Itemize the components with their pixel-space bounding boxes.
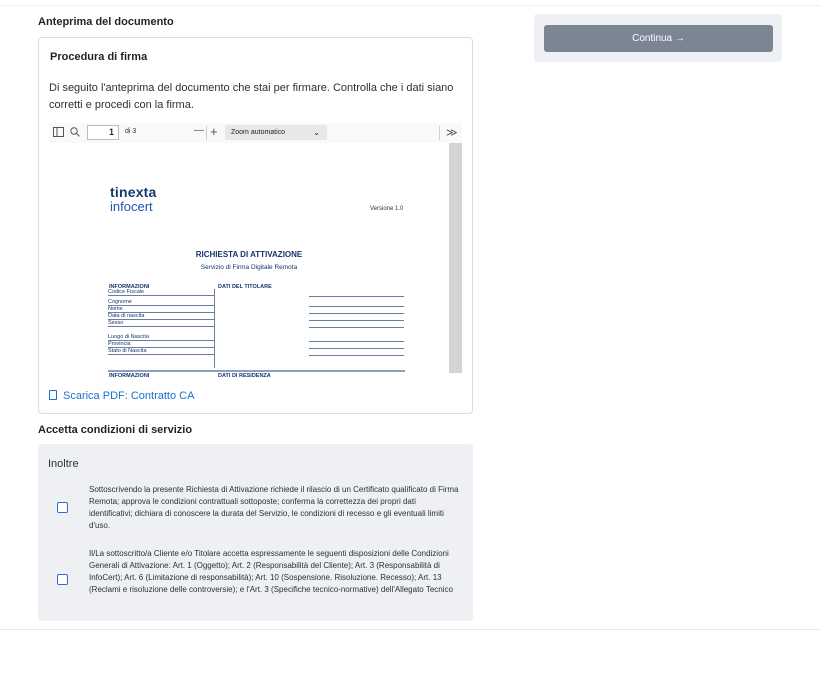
document-version: Versione 1.0 — [370, 206, 404, 212]
info-column-header: INFORMAZIONI — [109, 373, 150, 379]
field-label: Data di nascita — [108, 313, 214, 320]
zoom-select[interactable] — [225, 125, 327, 140]
field-label: Provincia — [108, 341, 214, 348]
card-description: Di seguito l'anteprima del documento che stai per firmare. Controlla che i dati siano corretti e procedi con la firma. — [49, 82, 454, 111]
continue-button[interactable]: Continua → — [544, 25, 773, 52]
document-title: RICHIESTA DI ATTIVAZIONE — [195, 250, 303, 259]
accept-activation-checkbox[interactable] — [57, 502, 68, 513]
infocert-logo: infocert — [110, 199, 153, 214]
field-label: Sesso — [108, 320, 214, 327]
field-value-line — [309, 355, 404, 356]
page-count: di 3 — [125, 128, 137, 135]
info-column-header: INFORMAZIONI — [109, 284, 150, 290]
field-label: Nome — [108, 306, 214, 313]
zoom-select-label: Zoom automatico — [231, 129, 286, 136]
field-label: Codice Fiscale — [108, 289, 214, 296]
signature-procedure-card — [38, 37, 473, 414]
card-title: Procedura di firma — [50, 51, 148, 63]
pdf-canvas[interactable] — [49, 143, 462, 379]
pdf-viewer — [49, 123, 462, 379]
toolbar-separator — [439, 126, 440, 140]
activation-terms-text: Sottoscrivendo la presente Richiesta di Attivazione richiede il rilascio di un Certificato qualificato di Firma Remota; approva le condizioni contrattuali sottoposte; conferma la correttezza dei propri dati identificativi; dichiara di conoscere la durata del Servizio, le condizioni di recesso e gli eventuali limiti d'uso. — [89, 485, 459, 530]
field-value-line — [309, 320, 404, 321]
sidebar-toggle-icon[interactable] — [53, 127, 64, 140]
zoom-out-button[interactable]: — — [194, 125, 204, 136]
chevron-down-icon: ⌄ — [313, 128, 320, 137]
document-subtitle: Servizio di Firma Digitale Remota — [200, 264, 298, 271]
action-panel — [534, 14, 782, 62]
file-icon — [49, 390, 57, 400]
bottom-divider — [0, 629, 821, 630]
field-value-line — [309, 313, 404, 314]
conditions-intro: Inoltre — [48, 458, 79, 470]
top-divider — [0, 5, 821, 6]
field-value-line — [309, 327, 404, 328]
field-value-line — [309, 348, 404, 349]
table-divider — [214, 289, 215, 368]
download-label: Scarica PDF: Contratto CA — [63, 390, 195, 402]
conditions-section-title: Accetta condizioni di servizio — [38, 424, 193, 436]
zoom-in-button[interactable]: + — [210, 124, 218, 139]
conditions-panel — [38, 444, 473, 621]
download-pdf-link[interactable] — [49, 390, 194, 402]
general-conditions-text: Il/La sottoscritto/a Cliente e/o Titolare accetta espressamente le seguenti disposizioni delle Condizioni Generali di Attivazione: Art. 1 (Oggetto); Art. 2 (Responsabilità del Cliente); Art. 3 (Responsabilità di InfoCert); Art. 6 (Limitazione di responsabilità); Art. 10 (Sospensione. Risoluzione. Recesso); Art. 13 (Reclami e risoluzione delle controversie); e l'Art. 3 (Specifiche tecnico-normative) dell'Allegato Tecnico — [89, 549, 453, 594]
table-section-band — [108, 370, 405, 372]
tinexta-logo: tinexta — [110, 184, 157, 200]
toolbar-separator — [206, 126, 207, 140]
field-value-line — [309, 296, 404, 297]
residence-column-header: DATI DI RESIDENZA — [218, 373, 271, 379]
field-value-line — [309, 341, 404, 342]
field-label: Cognome — [108, 299, 214, 306]
search-icon[interactable] — [70, 127, 80, 140]
field-label: Stato di Nascita — [108, 348, 214, 355]
preview-section-title: Anteprima del documento — [38, 16, 174, 28]
field-value-line — [309, 306, 404, 307]
pdf-page — [49, 143, 449, 383]
accept-general-conditions-checkbox[interactable] — [57, 574, 68, 585]
page-number-input[interactable]: 1 — [87, 125, 119, 140]
field-label: Luogo di Nascita — [108, 334, 214, 341]
holder-column-header: DATI DEL TITOLARE — [218, 284, 272, 290]
pdf-scrollbar[interactable] — [449, 143, 462, 373]
pdf-toolbar — [49, 123, 462, 143]
more-tools-button[interactable]: ≫ — [446, 127, 458, 139]
